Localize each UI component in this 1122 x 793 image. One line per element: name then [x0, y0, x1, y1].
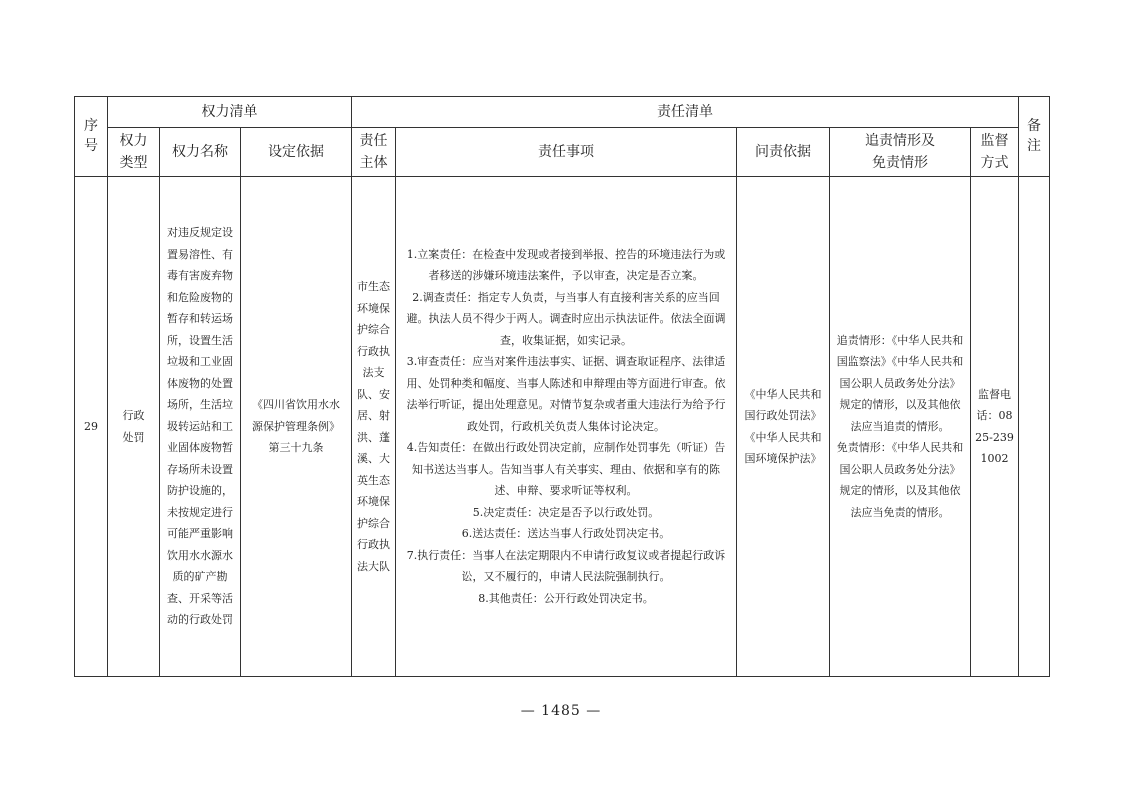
- duty-item: 1.立案责任：在检查中发现或者接到举报、控告的环境违法行为或者移送的涉嫌环境违法案件，予以审查，决定是否立案。: [406, 247, 726, 283]
- duty-item: 4.告知责任：在做出行政处罚决定前，应制作处罚事先（听证）告知书送达当事人。告知当事人有关事实、理由、依据和享有的陈述、申辩、要求听证等权利。: [406, 441, 726, 498]
- header-subject: 责任主体: [352, 128, 396, 177]
- exemption-case: 免责情形：《中华人民共和国公职人员政务处分法》规定的情形，以及其他依法应当免责的情形。: [836, 441, 964, 519]
- row-subject: 市生态环境保护综合行政执法支队、安居、射洪、蓬溪、大英生态环境保护综合行政执法大队: [352, 177, 396, 677]
- duty-item: 8.其他责任：公开行政处罚决定书。: [478, 591, 654, 605]
- header-accountability-cases: 追责情形及免责情形: [830, 128, 971, 177]
- header-accountability-basis: 问责依据: [737, 128, 830, 177]
- header-duties: 责任事项: [396, 128, 737, 177]
- duty-item: 6.送达责任：送达当事人行政处罚决定书。: [461, 527, 671, 541]
- duty-item: 7.执行责任：当事人在法定期限内不申请行政复议或者提起行政诉讼，又不履行的，申请人民法院强制执行。: [406, 548, 726, 584]
- header-basis: 设定依据: [241, 128, 352, 177]
- header-power-list: 权力清单: [108, 97, 352, 128]
- row-basis: 《四川省饮用水水源保护管理条例》第三十九条: [241, 177, 352, 677]
- header-remarks: 备注: [1019, 97, 1050, 177]
- row-accountability-cases: [830, 177, 971, 677]
- row-seq: 29: [75, 177, 108, 677]
- duty-item: 3.审查责任：应当对案件违法事实、证据、调查取证程序、法律适用、处罚种类和幅度、当事人陈述和申辩理由等方面进行审查。依法举行听证，提出处理意见。对情节复杂或者重大违法行为给予行政处罚，行政机关负责人集体讨论决定。: [406, 355, 726, 433]
- header-power-type: 权力类型: [108, 128, 160, 177]
- header-seq: 序号: [75, 97, 108, 177]
- row-power-name: 对违反规定设置易溶性、有毒有害废弃物和危险废物的暂存和转运场所，设置生活垃圾和工业固体废物的处置场所，生活垃圾转运站和工业固体废物暂存场所未设置防护设施的，未按规定进行可能严重影响饮用水水源水质的矿产勘查、开采等活动的行政处罚: [160, 177, 241, 677]
- duty-item: 2.调查责任：指定专人负责，与当事人有直接利害关系的应当回避。执法人员不得少于两人。调查时应出示执法证件。依法全面调查，收集证据，如实记录。: [406, 290, 726, 347]
- row-supervision: 监督电话：0825-2391002: [971, 177, 1019, 677]
- row-accountability-basis: 《中华人民共和国行政处罚法》《中华人民共和国环境保护法》: [737, 177, 830, 677]
- responsibility-table: [74, 96, 1050, 677]
- duty-item: 5.决定责任：决定是否予以行政处罚。: [472, 505, 660, 519]
- row-remarks: [1019, 177, 1050, 677]
- page-number: — 1485 —: [520, 703, 602, 719]
- row-duties: [396, 177, 737, 677]
- accountability-case: 追责情形：《中华人民共和国监察法》《中华人民共和国公职人员政务处分法》规定的情形，以及其他依法应当追责的情形。: [836, 333, 964, 433]
- header-responsibility-list: 责任清单: [352, 97, 1019, 128]
- header-power-name: 权力名称: [160, 128, 241, 177]
- row-power-type: 行政处罚: [108, 177, 160, 677]
- header-supervision: 监督方式: [971, 128, 1019, 177]
